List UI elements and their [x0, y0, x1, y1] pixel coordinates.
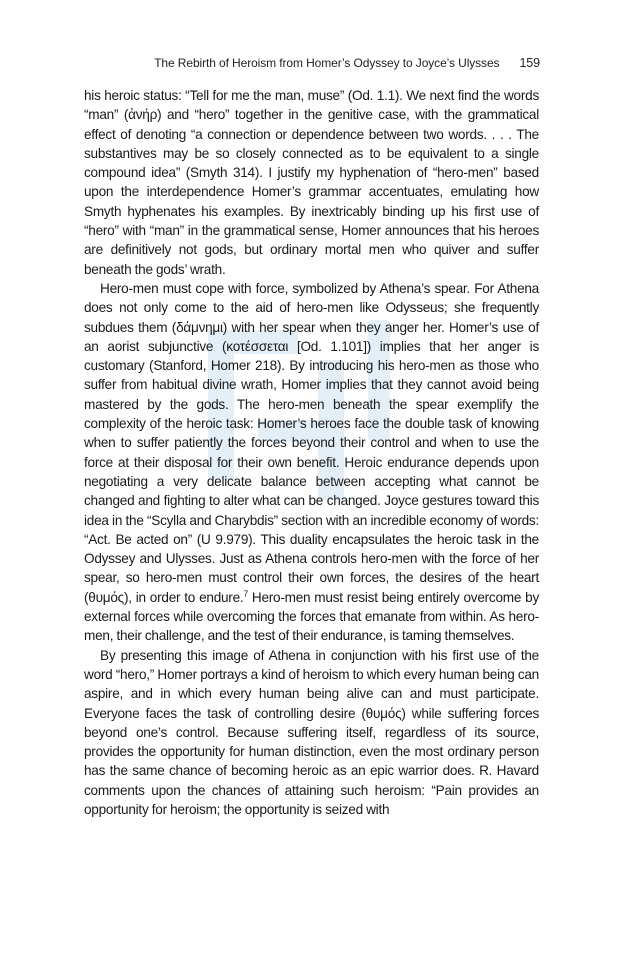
paragraph-continuation: Hero-men must resist being entirely overcome by external forces while overcoming the forces that emanate from within. As hero-men, their challenge, and the test of their endurance, is taming themselves.: [84, 589, 539, 644]
running-title: The Rebirth of Heroism from Homer’s Odyssey to Joyce’s Ulysses: [154, 56, 500, 70]
running-header: [84, 56, 540, 70]
page-number: 159: [519, 56, 540, 70]
paragraph: his heroic status: “Tell for me the man, muse” (Od. 1.1). We next find the words “man” (ἀνήρ) and “hero” together in the genitive case, with the grammatical effect of denoting “a connection or dependence between two words. . . . The substantives may be so closely connected as to be equivalent to a single compound idea” (Smyth 314). I justify my hyphenation of “hero-men” based upon the interdependence Homer’s grammar accentuates, emulating how Smyth hyphenates his examples. By inextricably binding up his first use of “hero” with “man” in the grammatical sense, Homer announces that his heroes are definitively not gods, but ordinary mortal men who quiver and suffer beneath the gods’ wrath.: [84, 88, 539, 277]
body-text: [84, 86, 539, 819]
paragraph: [84, 279, 539, 646]
paragraph: By presenting this image of Athena in conjunction with his first use of the word “hero,” Homer portrays a kind of heroism to which every human being can aspire, and in which every human being alive can and must participate. Everyone faces the task of controlling desire (θυμός) while suffering forces beyond one’s control. Because suffering itself, regardless of its source, provides the opportunity for human distinction, even the most ordinary person has the same chance of becoming heroic as an epic warrior does. R. Havard comments upon the chances of attaining such heroism: “Pain provides an opportunity for heroism; the opportunity is seized with: [84, 647, 539, 817]
footnote-marker: 7: [243, 588, 248, 599]
paragraph-text: Hero-men must cope with force, symbolized by Athena’s spear. For Athena does not only come to the aid of hero-men like Odysseus; she frequently subdues them (δάμνημι) with her spear when they anger her. Homer’s use of an aorist subjunctive (κοτέσσεται [Od. 1.101]) implies that her anger is customary (Stanford, Homer 218). By introducing his hero-men as those who suffer from habitual divine wrath, Homer implies that they cannot avoid being mastered by the gods. The hero-men beneath the spear exemplify the complexity of the heroic task: Homer’s heroes face the double task of knowing when to suffer patiently the forces beyond their control and when to use the force at their disposal for their own benefit. Heroic endurance depends upon negotiating a very delicate balance between accepting what cannot be changed and fighting to alter what can be changed. Joyce gestures toward this idea in the “Scylla and Charybdis” section with an incredible economy of words: “Act. Be acted on” (U 9.979). This duality encapsulates the heroic task in the Odyssey and Ulysses. Just as Athena controls hero-men with the force of her spear, so hero-men must control their own forces, the desires of the heart (θυμός), in order to endure.: [84, 280, 539, 605]
